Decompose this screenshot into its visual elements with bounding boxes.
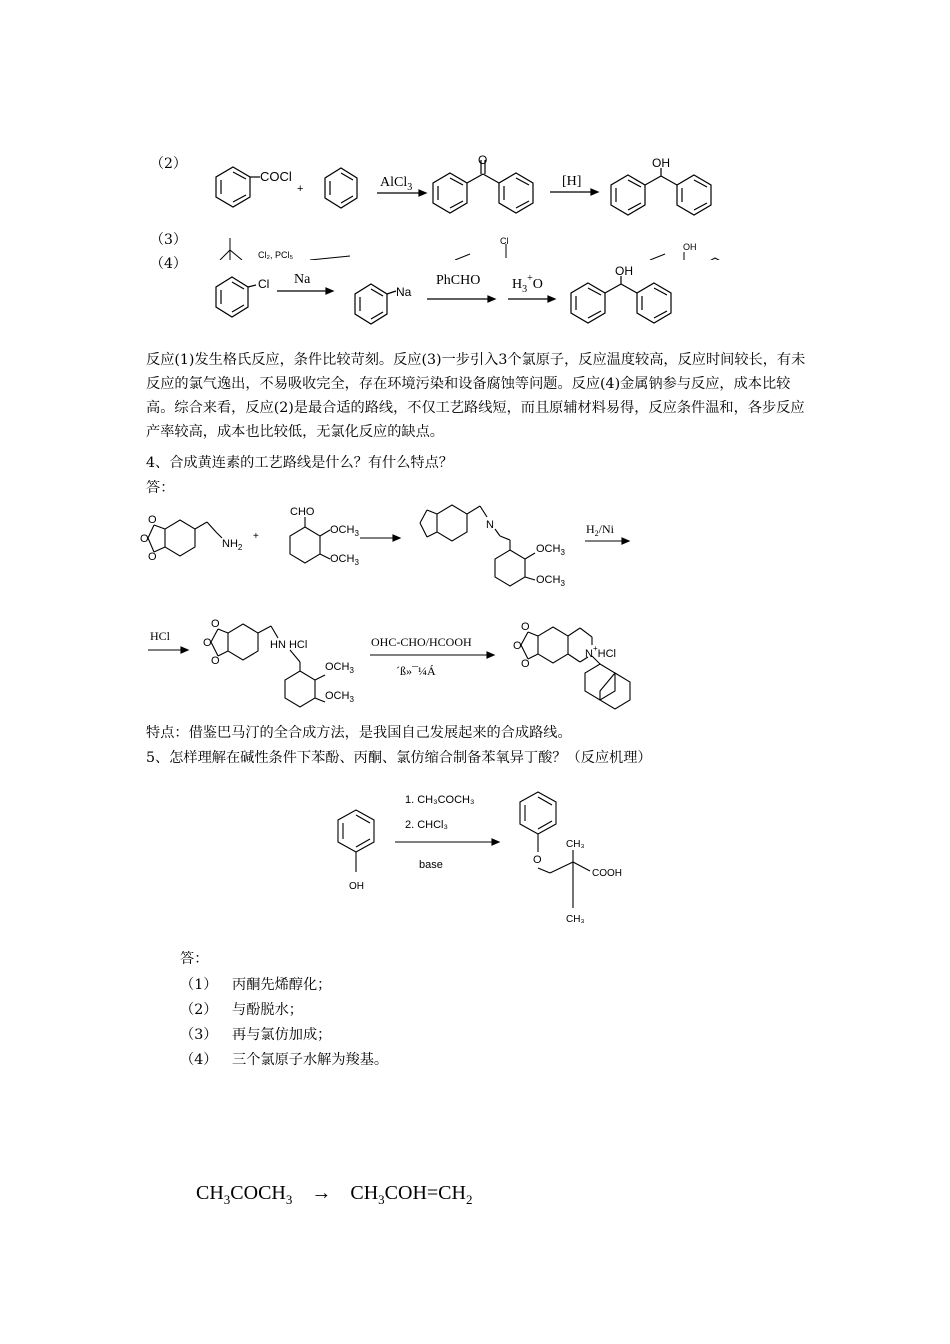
oxygen-3: O xyxy=(521,658,530,670)
reaction2-scheme xyxy=(200,148,740,218)
na-text: Na xyxy=(396,285,412,299)
base-label: base xyxy=(419,859,443,871)
catalyst-label: ´ß»¯¼Á xyxy=(396,664,436,678)
cocl-text: COCl xyxy=(260,169,292,184)
answer-step-3: （3） 再与氯仿加成； xyxy=(180,1027,332,1043)
enolization-equation: $CH_3COCH_3 \to CH_3COH=CH_2$ xyxy=(196,1182,473,1207)
och3-label-4: $OCH_3$ xyxy=(536,574,565,588)
benzophenone xyxy=(433,160,533,213)
q5-answer-label: 答： xyxy=(180,951,209,967)
answer-step-2: （2） 与酚脱水； xyxy=(180,1002,303,1018)
plus-sign-q4: + xyxy=(253,531,259,542)
q4-feature: 特点：借鉴巴马汀的全合成方法，是我国自己发展起来的合成路线。 xyxy=(146,725,572,741)
ketone-o: O xyxy=(478,153,488,167)
nh2-label: $NH_2$ xyxy=(222,538,243,552)
answer-step-4: （4） 三个氯原子水解为羧基。 xyxy=(180,1052,389,1068)
ether-o: O xyxy=(533,854,542,866)
oxygen-1: O xyxy=(521,621,530,633)
berberine-scheme-row1 xyxy=(140,495,660,595)
answer-step-1: （1） 丙酮先烯醇化； xyxy=(180,977,332,993)
och3-label-5: $OCH_3$ xyxy=(325,661,354,675)
och3-label-6: $OCH_3$ xyxy=(325,690,354,704)
svg-text:O: O xyxy=(203,637,212,649)
na-reagent: Na xyxy=(294,272,311,287)
product-oh-2: OH xyxy=(615,264,633,278)
arrow-h3o xyxy=(508,296,555,302)
reaction3-label: （3） xyxy=(150,232,187,248)
step2-reagent: 2. CHCl₃ xyxy=(405,819,448,831)
phenol-oh: OH xyxy=(349,881,364,892)
benzene-ring xyxy=(325,168,357,208)
svg-text:O: O xyxy=(148,551,157,563)
h2ni-reagent: $H_2/Ni$ xyxy=(586,522,615,538)
reduction-reagent: [H] xyxy=(562,174,582,189)
benzhydrol-2 xyxy=(571,276,671,323)
phcho-reagent: PhCHO xyxy=(436,273,481,288)
cooh-label: COOH xyxy=(592,868,622,879)
cyclization-reagent: OHC-CHO/HCOOH xyxy=(371,635,472,649)
phenoxyisobutyric-scheme xyxy=(320,780,640,930)
svg-text:Cl₂, PCl₅: Cl₂, PCl₅ xyxy=(258,250,294,260)
plus-sign: + xyxy=(297,183,304,195)
och3-label-2: $OCH_3$ xyxy=(330,553,359,567)
equation-arrow: → xyxy=(311,1182,332,1204)
svg-text:O: O xyxy=(211,618,220,630)
imine-n: N xyxy=(486,519,494,531)
benzhydrol xyxy=(611,168,711,215)
hcl-reagent: HCl xyxy=(150,629,171,643)
chlorobenzene xyxy=(216,277,256,317)
svg-text:O: O xyxy=(148,514,157,526)
cl-text: Cl xyxy=(258,277,270,291)
reaction4-label: （4） xyxy=(150,256,187,272)
step1-reagent: 1. CH₃COCH₃ xyxy=(405,794,475,806)
methyl-top: CH₃ xyxy=(566,839,585,850)
quaternary-n-hcl: N+HCl xyxy=(585,644,616,660)
och3-label-3: $OCH_3$ xyxy=(536,543,565,557)
discussion-paragraph: 反应(1)发生格氏反应，条件比较苛刻。反应(3)一步引入3个氯原子，反应温度较高，反应时间较长，有未反应的氯气逸出，不易吸收完全，存在环境污染和设备腐蚀等问题。反应(4)金属钠参与反应，成本比较高。综合来看，反应(2)是最合适的路线，不仅工艺路线短，而且原辅材料易得，反应条件温和，各步反应产率较高，成本也比较低，无氯化反应的缺点。 xyxy=(146,352,806,440)
reaction2-label: （2） xyxy=(150,156,187,172)
cho-label: CHO xyxy=(290,506,315,518)
arrow-na xyxy=(277,288,333,294)
och3-label-1: $OCH_3$ xyxy=(330,524,359,538)
svg-text:OH: OH xyxy=(683,242,697,252)
product-oh: OH xyxy=(652,156,670,170)
methyl-bottom: CH₃ xyxy=(566,914,585,925)
h3o-reagent: $H_3^+O$ xyxy=(512,273,543,295)
svg-text:Cl: Cl xyxy=(500,236,509,246)
q4-answer-label: 答： xyxy=(146,480,175,496)
reaction4-scheme xyxy=(200,256,740,326)
q4-question: 4、合成黄连素的工艺路线是什么？有什么特点？ xyxy=(146,455,453,471)
arrow-1 xyxy=(377,190,426,196)
arrow-2 xyxy=(550,189,598,195)
phenyl-sodium xyxy=(355,284,396,324)
berberine-scheme-row2 xyxy=(140,612,640,712)
arrow-phcho xyxy=(427,296,495,302)
q5-question: 5、怎样理解在碱性条件下苯酚、丙酮、氯仿缩合制备苯氧异丁酸？（反应机理） xyxy=(146,750,652,766)
oxygen-2: O xyxy=(513,640,522,652)
hn-hcl-label: HN HCl xyxy=(270,639,308,651)
svg-text:O: O xyxy=(211,655,220,667)
benzoyl-chloride-ring xyxy=(216,167,260,207)
alcl3-reagent: AlCl$_3$ xyxy=(380,175,413,193)
svg-text:O: O xyxy=(140,533,149,545)
